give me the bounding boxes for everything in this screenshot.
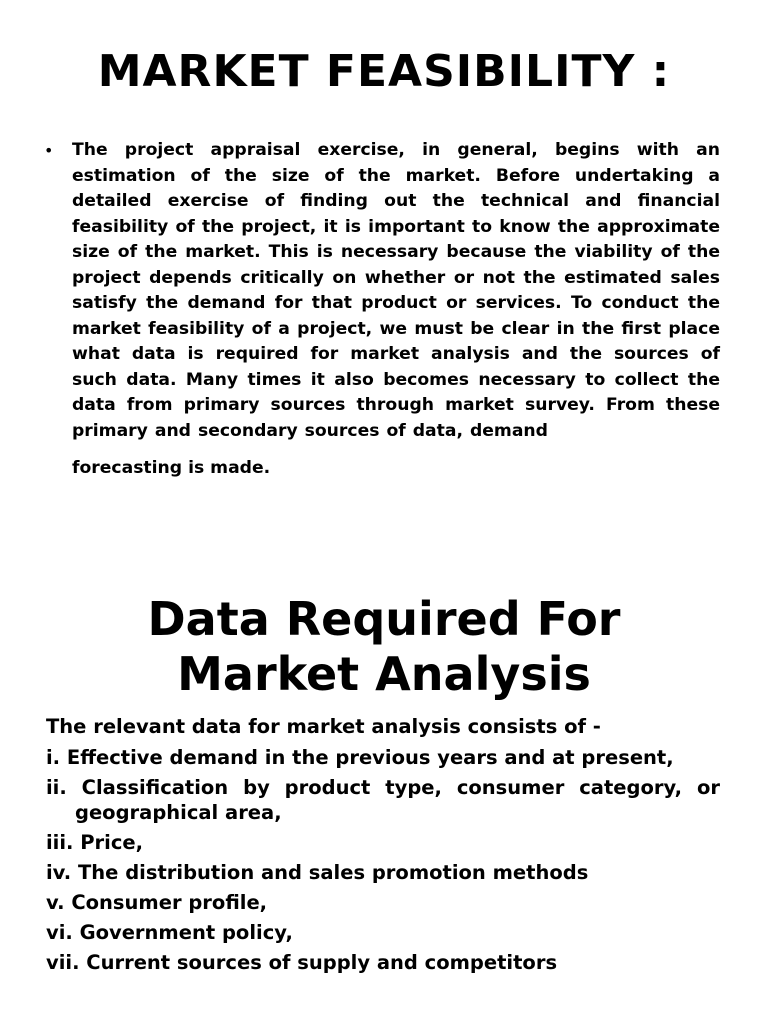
list-intro: The relevant data for market analysis consists of - <box>46 715 601 738</box>
list-item: ii. Classification by product type, consumer category, or geographical area, <box>46 775 720 824</box>
data-list <box>46 714 720 980</box>
bullet-marker: • <box>44 141 54 160</box>
list-item: iv. The distribution and sales promotion methods <box>46 861 589 884</box>
list-item: vii. Current sources of supply and competitors <box>46 951 558 974</box>
list-item: i. Effective demand in the previous years and at present, <box>46 745 674 769</box>
section-heading <box>0 592 768 702</box>
list-item: vi. Government policy, <box>46 921 293 944</box>
page-title: MARKET FEASIBILITY : <box>97 46 671 97</box>
section-heading-line-1: Data Required For <box>147 592 621 646</box>
list-item: iii. Price, <box>46 831 144 854</box>
section-heading-line-2: Market Analysis <box>177 647 591 701</box>
bullet-text-last-line: forecasting is made. <box>72 458 271 478</box>
list-item: v. Consumer profile, <box>46 891 268 914</box>
bullet-text: The project appraisal exercise, in general, begins with an estimation of the size of the market. Before undertaking a detailed exercise of finding out the technical and financial feasibility of the project, it is important to know the approximate size of the market. This is necessary because the viability of the project depends critically on whether or not the estimated sales satisfy the demand for that product or services. To conduct the market feasibility of a project, we must be clear in the first place what data is required for market analysis and the sources of such data. Many times it also becomes necessary to collect the data from primary sources through market survey. From these primary and secondary sources of data, demand <box>72 140 720 441</box>
bullet-paragraph <box>44 138 720 482</box>
